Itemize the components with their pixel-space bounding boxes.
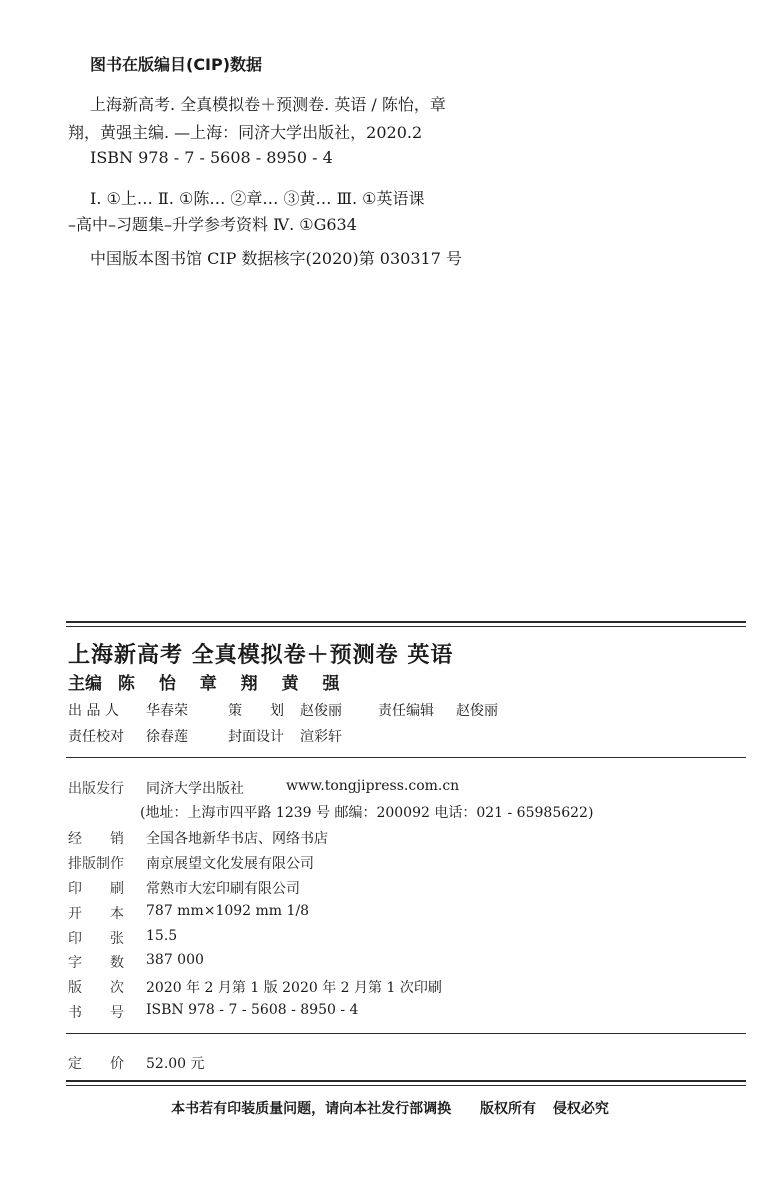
quality-notice: 本书若有印装质量问题，请向本社发行部调换	[171, 1101, 452, 1117]
producer-label: 出 品 人	[68, 703, 119, 719]
planner-label: 策 划	[228, 703, 284, 719]
planner-value: 赵俊丽	[300, 703, 342, 719]
piracy-warning: 侵权必究	[552, 1101, 609, 1117]
cip-line-3: ISBN 978 - 7 - 5608 - 8950 - 4	[90, 148, 333, 167]
editors-line	[68, 669, 349, 694]
printing-label: 印 刷	[68, 881, 124, 897]
publisher-value: 同济大学出版社	[146, 781, 244, 797]
editors-label: 主编	[68, 674, 102, 694]
distributor-label: 经 销	[68, 831, 124, 847]
price-value: 52.00 元	[146, 1056, 205, 1072]
edition-value: 2020 年 2 月第 1 版 2020 年 2 月第 1 次印刷	[146, 980, 442, 996]
footer-notice-line	[0, 1098, 780, 1118]
typesetting-label: 排版制作	[68, 856, 124, 872]
editor-label: 责任编辑	[378, 703, 434, 719]
price-label: 定 价	[68, 1056, 124, 1072]
printing-value: 常熟市大宏印刷有限公司	[146, 881, 300, 897]
editors-names: 陈 怡 章 翔 黄 强	[117, 674, 349, 694]
format-value: 787 mm×1092 mm 1/8	[146, 903, 310, 919]
top-double-rule-a	[66, 621, 746, 623]
price-divider	[66, 1033, 746, 1034]
cip-line-5: –高中–习题集–升学参考资料 Ⅳ. ①G634	[68, 215, 357, 234]
producer-value: 华春荣	[146, 703, 188, 719]
cover-value: 渲彩轩	[300, 729, 342, 745]
proof-value: 徐春莲	[146, 729, 188, 745]
isbn-label: 书 号	[68, 1005, 124, 1021]
sheets-value: 15.5	[146, 928, 178, 944]
cip-line-4: Ⅰ. ①上… Ⅱ. ①陈… ②章… ③黄… Ⅲ. ①英语课	[90, 189, 425, 208]
typesetting-value: 南京展望文化发展有限公司	[146, 856, 314, 872]
format-label: 开 本	[68, 906, 124, 922]
distributor-value: 全国各地新华书店、网络书店	[146, 831, 328, 847]
proof-label: 责任校对	[68, 729, 124, 745]
cover-label: 封面设计	[228, 729, 284, 745]
edition-label: 版 次	[68, 980, 124, 996]
bottom-double-rule-b	[66, 1085, 746, 1086]
publisher-address: (地址：上海市四平路 1239 号 邮编：200092 电话：021 - 65985622)	[140, 805, 594, 821]
cip-line-6: 中国版本图书馆 CIP 数据核字(2020)第 030317 号	[90, 249, 462, 268]
publisher-label: 出版发行	[68, 781, 124, 797]
isbn-value: ISBN 978 - 7 - 5608 - 8950 - 4	[146, 1002, 359, 1018]
rights-reserved: 版权所有	[480, 1101, 536, 1117]
sheets-label: 印 张	[68, 931, 124, 947]
cip-heading: 图书在版编目(CIP)数据	[90, 55, 263, 74]
words-value: 387 000	[146, 952, 204, 968]
words-label: 字 数	[68, 955, 124, 971]
cip-line-1: 上海新高考. 全真模拟卷＋预测卷. 英语 / 陈怡，章	[90, 95, 446, 114]
credits-divider	[66, 757, 746, 758]
editor-value: 赵俊丽	[456, 703, 498, 719]
top-double-rule-b	[66, 626, 746, 627]
cip-line-2: 翔，黄强主编. —上海：同济大学出版社，2020.2	[68, 123, 423, 142]
book-title: 上海新高考 全真模拟卷＋预测卷 英语	[68, 643, 454, 668]
bottom-double-rule-a	[66, 1080, 746, 1082]
publisher-website: www.tongjipress.com.cn	[286, 778, 460, 794]
